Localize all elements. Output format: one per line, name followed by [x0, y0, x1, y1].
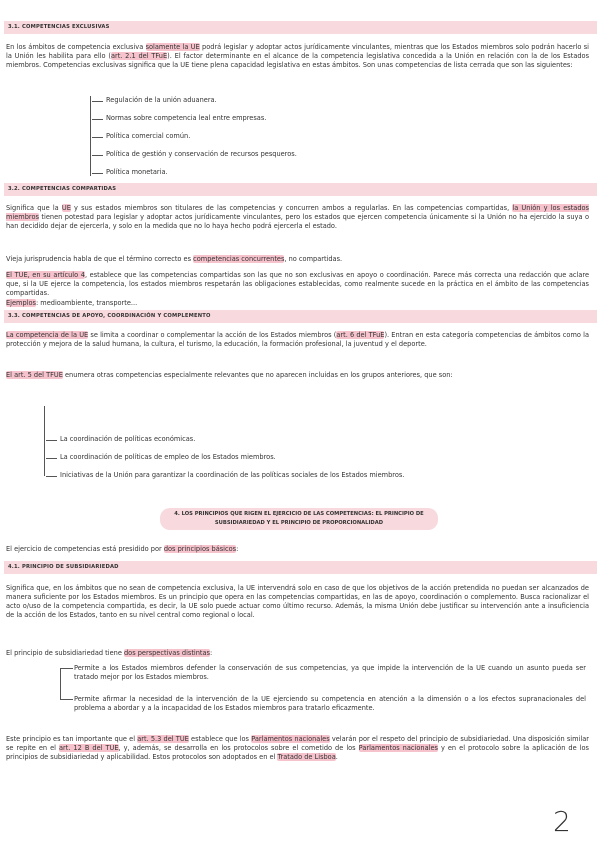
list-bracket: [90, 96, 91, 176]
list-item: Normas sobre competencia leal entre empresas.: [106, 114, 267, 122]
paragraph-3-2-intro: Significa que la UE y sus estados miembros son titulares de las competencias y concurren ambos a regularlas. En las competencias compartidas, la Unión y los estados miembros tienen potestad para legislar y adoptar actos jurídicamente vinculantes, pero los estados que ejercen competencia únicamente si la Unión no ha ejercido la suya o han decidido dejar de ejercerla, y solo en la medida que no lo haya hecho podrá ejercerla el estado.: [6, 204, 589, 230]
paragraph-4-1-importance: Este principio es tan importante que el art. 5.3 del TUE establece que los Parlamentos nacionales velarán por el respeto del principio de subsidiariedad. Una disposición similar se repite en el art. 12 B del TUE, y, además, se desarrolla en los protocolos sobre el cometido de los Parlamentos nacionales y en el protocolo sobre la aplicación de los principios de subsidiariedad y aplicabilidad. Estos protocolos son adoptados en el Tratado de Lisboa.: [6, 735, 589, 761]
paragraph-3-2-jurisprudence: Vieja jurisprudencia habla de que el término correcto es competencias concurrentes, no compartidas.: [6, 255, 343, 263]
list-branch: [60, 699, 73, 700]
highlight: competencias concurrentes: [193, 255, 285, 263]
list-branch: [60, 668, 73, 669]
list-item: Política monetaria.: [106, 168, 168, 176]
list-item: Política de gestión y conservación de recursos pesqueros.: [106, 150, 297, 158]
highlight: Tratado de Lisboa: [277, 753, 336, 761]
section-header-3-1: 3.1. COMPETENCIAS EXCLUSIVAS: [4, 21, 597, 34]
highlight: Parlamentos nacionales: [358, 744, 438, 752]
section-header-4-1: 4.1. PRINCIPIO DE SUBSIDIARIEDAD: [4, 561, 597, 574]
highlight: Ejemplos: [6, 299, 36, 307]
highlight: la Unión y los estados miembros: [6, 204, 589, 221]
page-number: 2: [553, 805, 571, 838]
paragraph-3-3-art5: El art. 5 del TFUE enumera otras competencias especialmente relevantes que no aparecen incluidas en los grupos anteriores, que son:: [6, 371, 453, 379]
highlight: art. 12 B del TUE: [58, 744, 119, 752]
list-bracket: [60, 668, 61, 699]
paragraph-3-2-examples: Ejemplos: medioambiente, transporte...: [6, 299, 138, 307]
list-item: Permite afirmar la necesidad de la intervención de la UE ejerciendo su competencia en atención a la dimensión o a los efectos supranacionales del problema a abordar y a la incapacidad de los Estados miembros para tratarlo eficazmente.: [74, 695, 586, 712]
highlight: UE: [61, 204, 71, 212]
highlight: La competencia de la UE: [6, 331, 89, 339]
section-header-3-2: 3.2. COMPETENCIAS COMPARTIDAS: [4, 183, 597, 196]
list-item: Permite a los Estados miembros defender la conservación de sus competencias, ya que impide la intervención de la UE cuando un asunto pueda ser tratado mejor por los Estados miembros.: [74, 664, 586, 681]
paragraph-4-1-intro: Significa que, en los ámbitos que no sean de competencia exclusiva, la UE intervendrá solo en caso de que los objetivos de la acción pretendida no puedan ser alcanzados de manera suficiente por los Estados miembros. Es un principio que opera en las competencias compartidas, en las de apoyo, coordinación o complemento. Busca racionalizar el acto o/uso de la competencia compartida, es decir, la UE solo puede actuar como último recurso. Además, la misma Unión debe justificar su intervención ante a insuficiencia de la acción de los Estados, tanto en su nivel central como regional o local.: [6, 584, 589, 619]
highlight: El art. 5 del TFUE: [6, 371, 63, 379]
highlight: art. 2.1 del TFuE: [110, 52, 168, 60]
highlight: dos perspectivas distintas: [123, 649, 210, 657]
highlight: dos principios básicos: [163, 545, 237, 553]
paragraph-4-1-perspectives: El principio de subsidiariedad tiene dos perspectivas distintas:: [6, 649, 213, 657]
list-item: Iniciativas de la Unión para garantizar la coordinación de las políticas sociales de los Estados miembros.: [60, 471, 405, 479]
paragraph-3-3-intro: La competencia de la UE se limita a coordinar o complementar la acción de los Estados miembros (art. 6 del TFuE). Entran en esta categoría competencias de ámbitos como la protección y mejora de la salud humana, la cultura, el turismo, la educación, la formación profesional, la juventud y el deporte.: [6, 331, 589, 348]
highlight: solamente la UE: [145, 43, 200, 51]
highlight: art. 5.3 del TUE: [137, 735, 189, 743]
highlight: El TUE, en su artículo 4: [6, 271, 85, 279]
paragraph-4-intro: El ejercicio de competencias está presidido por dos principios básicos:: [6, 545, 239, 553]
list-item: Política comercial común.: [106, 132, 191, 140]
paragraph-3-1-intro: En los ámbitos de competencia exclusiva solamente la UE podrá legislar y adoptar actos jurídicamente vinculantes, mientras que los Estados miembros solo podrán hacerlo si la Unión les habilita para ello (art. 2.1 del TFuE). El factor determinante en el alcance de la competencia legislativa concedida a la Unión en relación con la de los Estados miembros. Competencias exclusivas significa que la UE tiene plena capacidad legislativa en estas ámbitos. Son unas competencias de lista cerrada que son las siguientes:: [6, 43, 590, 69]
section-header-4: 4. LOS PRINCIPIOS QUE RIGEN EL EJERCICIO DE LAS COMPETENCIAS: EL PRINCIPIO DE SUBSIDIARIEDAD Y EL PRINCIPIO DE PROPORCIONALIDAD: [160, 508, 438, 530]
highlight: Parlamentos nacionales: [251, 735, 330, 743]
highlight: art. 6 del TFuE: [336, 331, 385, 339]
paragraph-3-2-tue: El TUE, en su artículo 4, establece que las competencias compartidas son las que no son exclusivas en apoyo o coordinación. Parece más correcta una redacción que aclare que, si la UE ejerce la competencia, los estados miembros respetarán las obligaciones establecidas, como realmente sucede en la práctica en el ámbito de las competencias compartidas.: [6, 271, 589, 297]
list-item: La coordinación de políticas de empleo de los Estados miembros.: [60, 453, 276, 461]
list-item: La coordinación de políticas económicas.: [60, 435, 196, 443]
list-item: Regulación de la unión aduanera.: [106, 96, 217, 104]
list-bracket: [44, 406, 45, 476]
section-header-3-3: 3.3. COMPETENCIAS DE APOYO, COORDINACIÓN Y COMPLEMENTO: [4, 310, 597, 323]
